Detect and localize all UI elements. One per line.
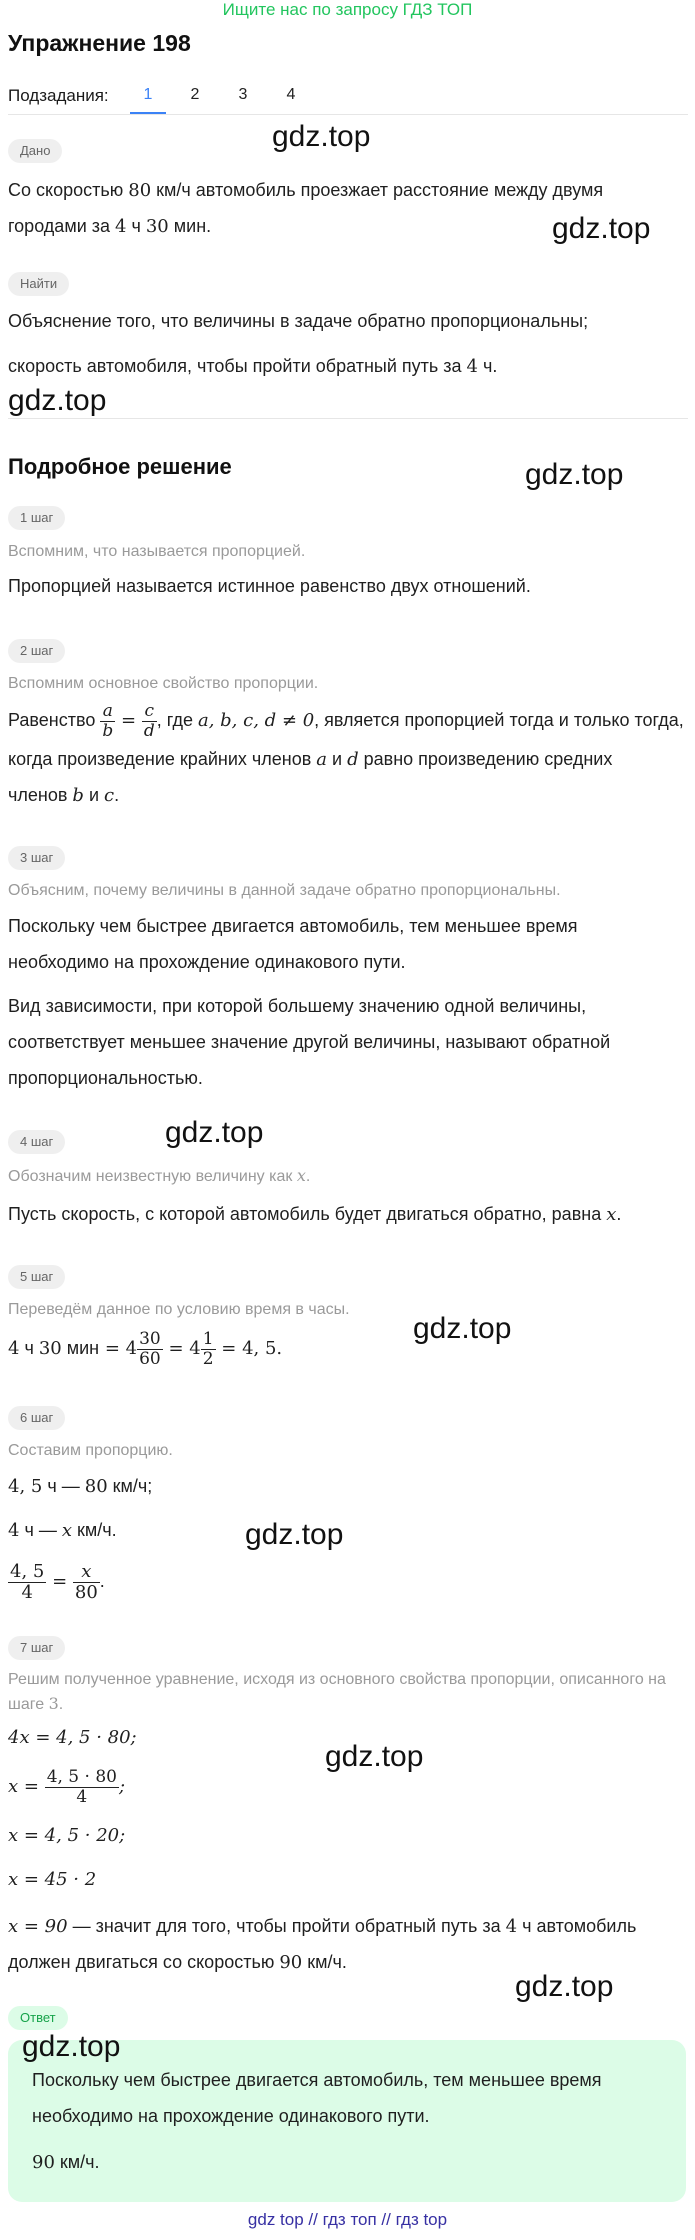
page-title: Упражнение 198	[8, 30, 191, 56]
answer-line-2: необходимо на прохождение одинакового пути.	[32, 2106, 430, 2126]
step-6-pill: 6 шаг	[8, 1406, 65, 1430]
watermark: gdz.top	[272, 120, 371, 153]
step-1-hint: Вспомним, что называется пропорцией.	[8, 543, 306, 560]
step-5-pill: 5 шаг	[8, 1265, 65, 1289]
step-7-equation-1: 4x = 4, 5 · 80;	[8, 1727, 137, 1748]
step-5-equation: 4 ч 30 мин = 4 $\frac{30}{60}$ = 4 $\frac{1}{2}$ = 4, 5.	[8, 1329, 283, 1369]
step-3-p2-line-3: пропорциональностью.	[8, 1068, 203, 1088]
step-3-p1-line-1: Поскольку чем быстрее двигается автомобиль, тем меньшее время	[8, 916, 578, 936]
step-1-text: Пропорцией называется истинное равенство двух отношений.	[8, 576, 531, 596]
divider	[8, 114, 688, 115]
find-line-1: Объяснение того, что величины в задаче обратно пропорциональны;	[8, 311, 589, 331]
step-7-conclusion: должен двигаться со скоростью 90 км/ч.	[8, 1952, 347, 1973]
subtask-tab-4[interactable]: 4	[286, 86, 296, 103]
step-7-equation-2: x = $\frac{4, 5 \cdot 80}{4}$ ;	[8, 1767, 126, 1807]
solution-title: Подробное решение	[8, 454, 232, 479]
subtasks-label: Подзадания:	[8, 86, 109, 105]
step-2-hint: Вспомним основное свойство пропорции.	[8, 675, 319, 692]
step-1-pill: 1 шаг	[8, 506, 65, 530]
step-7-hint-line-2: шаге 3.	[8, 1694, 64, 1713]
given-line-1: Со скоростью 80 км/ч автомобиль проезжает расстояние между двумя	[8, 180, 604, 201]
search-banner: Ищите нас по запросу ГДЗ ТОП	[222, 0, 473, 19]
step-2-line-2: когда произведение крайних членов a и d равно произведению средних	[8, 749, 613, 770]
watermark: gdz.top	[22, 2030, 121, 2063]
step-7-hint-line-1: Решим полученное уравнение, исходя из основного свойства пропорции, описанного на	[8, 1671, 666, 1688]
subtask-tab-1[interactable]: 1	[143, 86, 153, 103]
step-2-line-1: Равенство $\frac{a}{b}$ = $\frac{c}{d}$ , где a, b, c, d ≠ 0, является пропорцией тогда и только тогда,	[8, 701, 684, 741]
step-6-line-1: 4, 5 ч — 80 км/ч;	[8, 1476, 153, 1497]
watermark: gdz.top	[515, 1970, 614, 2003]
divider	[8, 418, 688, 419]
step-3-p1-line-2: необходимо на прохождение одинакового пути.	[8, 952, 406, 972]
step-6-line-2: 4 ч — x км/ч.	[8, 1520, 117, 1541]
step-4-hint: Обозначим неизвестную величину как x.	[8, 1166, 311, 1185]
step-7-equation-4: x = 45 · 2	[8, 1869, 97, 1890]
subtask-tab-2[interactable]: 2	[190, 86, 200, 103]
footer-links[interactable]: gdz top // гдз топ // гдз top	[247, 2210, 448, 2229]
step-6-hint: Составим пропорцию.	[8, 1442, 173, 1459]
step-3-pill: 3 шаг	[8, 846, 65, 870]
watermark: gdz.top	[325, 1740, 424, 1773]
step-3-p2-line-2: соответствует меньшее значение другой величины, называют обратной	[8, 1032, 611, 1052]
step-7-equation-3: x = 4, 5 · 20;	[8, 1825, 126, 1846]
step-2-pill: 2 шаг	[8, 639, 65, 663]
given-pill: Дано	[8, 139, 62, 163]
subtask-tab-3[interactable]: 3	[238, 86, 248, 103]
answer-line-1: Поскольку чем быстрее двигается автомобиль, тем меньшее время	[32, 2070, 602, 2090]
answer-line-3: 90 км/ч.	[32, 2152, 100, 2173]
watermark: gdz.top	[165, 1116, 264, 1149]
step-2-line-3: членов b и c.	[8, 785, 120, 806]
step-5-hint: Переведём данное по условию время в часы.	[8, 1301, 350, 1318]
step-7-equation-5: x = 90 — значит для того, чтобы пройти обратный путь за 4 ч автомобиль	[8, 1916, 637, 1937]
watermark: gdz.top	[552, 212, 651, 245]
find-line-2: скорость автомобиля, чтобы пройти обратный путь за 4 ч.	[8, 356, 498, 377]
step-4-pill: 4 шаг	[8, 1130, 65, 1154]
watermark: gdz.top	[413, 1312, 512, 1345]
step-6-proportion: $\frac{4, 5}{4}$ = $\frac{x}{80}$ .	[10, 1560, 105, 1603]
watermark: gdz.top	[245, 1518, 344, 1551]
step-7-pill: 7 шаг	[8, 1636, 65, 1660]
step-4-text: Пусть скорость, с которой автомобиль будет двигаться обратно, равна x.	[8, 1204, 622, 1225]
step-3-hint: Объясним, почему величины в данной задаче обратно пропорциональны.	[8, 882, 561, 899]
given-line-2: городами за 4 ч 30 мин.	[8, 216, 212, 237]
find-pill: Найти	[8, 272, 69, 296]
watermark: gdz.top	[525, 458, 624, 491]
answer-pill: Ответ	[8, 2006, 68, 2030]
step-3-p2-line-1: Вид зависимости, при которой большему значению одной величины,	[8, 996, 587, 1016]
watermark: gdz.top	[8, 384, 107, 417]
